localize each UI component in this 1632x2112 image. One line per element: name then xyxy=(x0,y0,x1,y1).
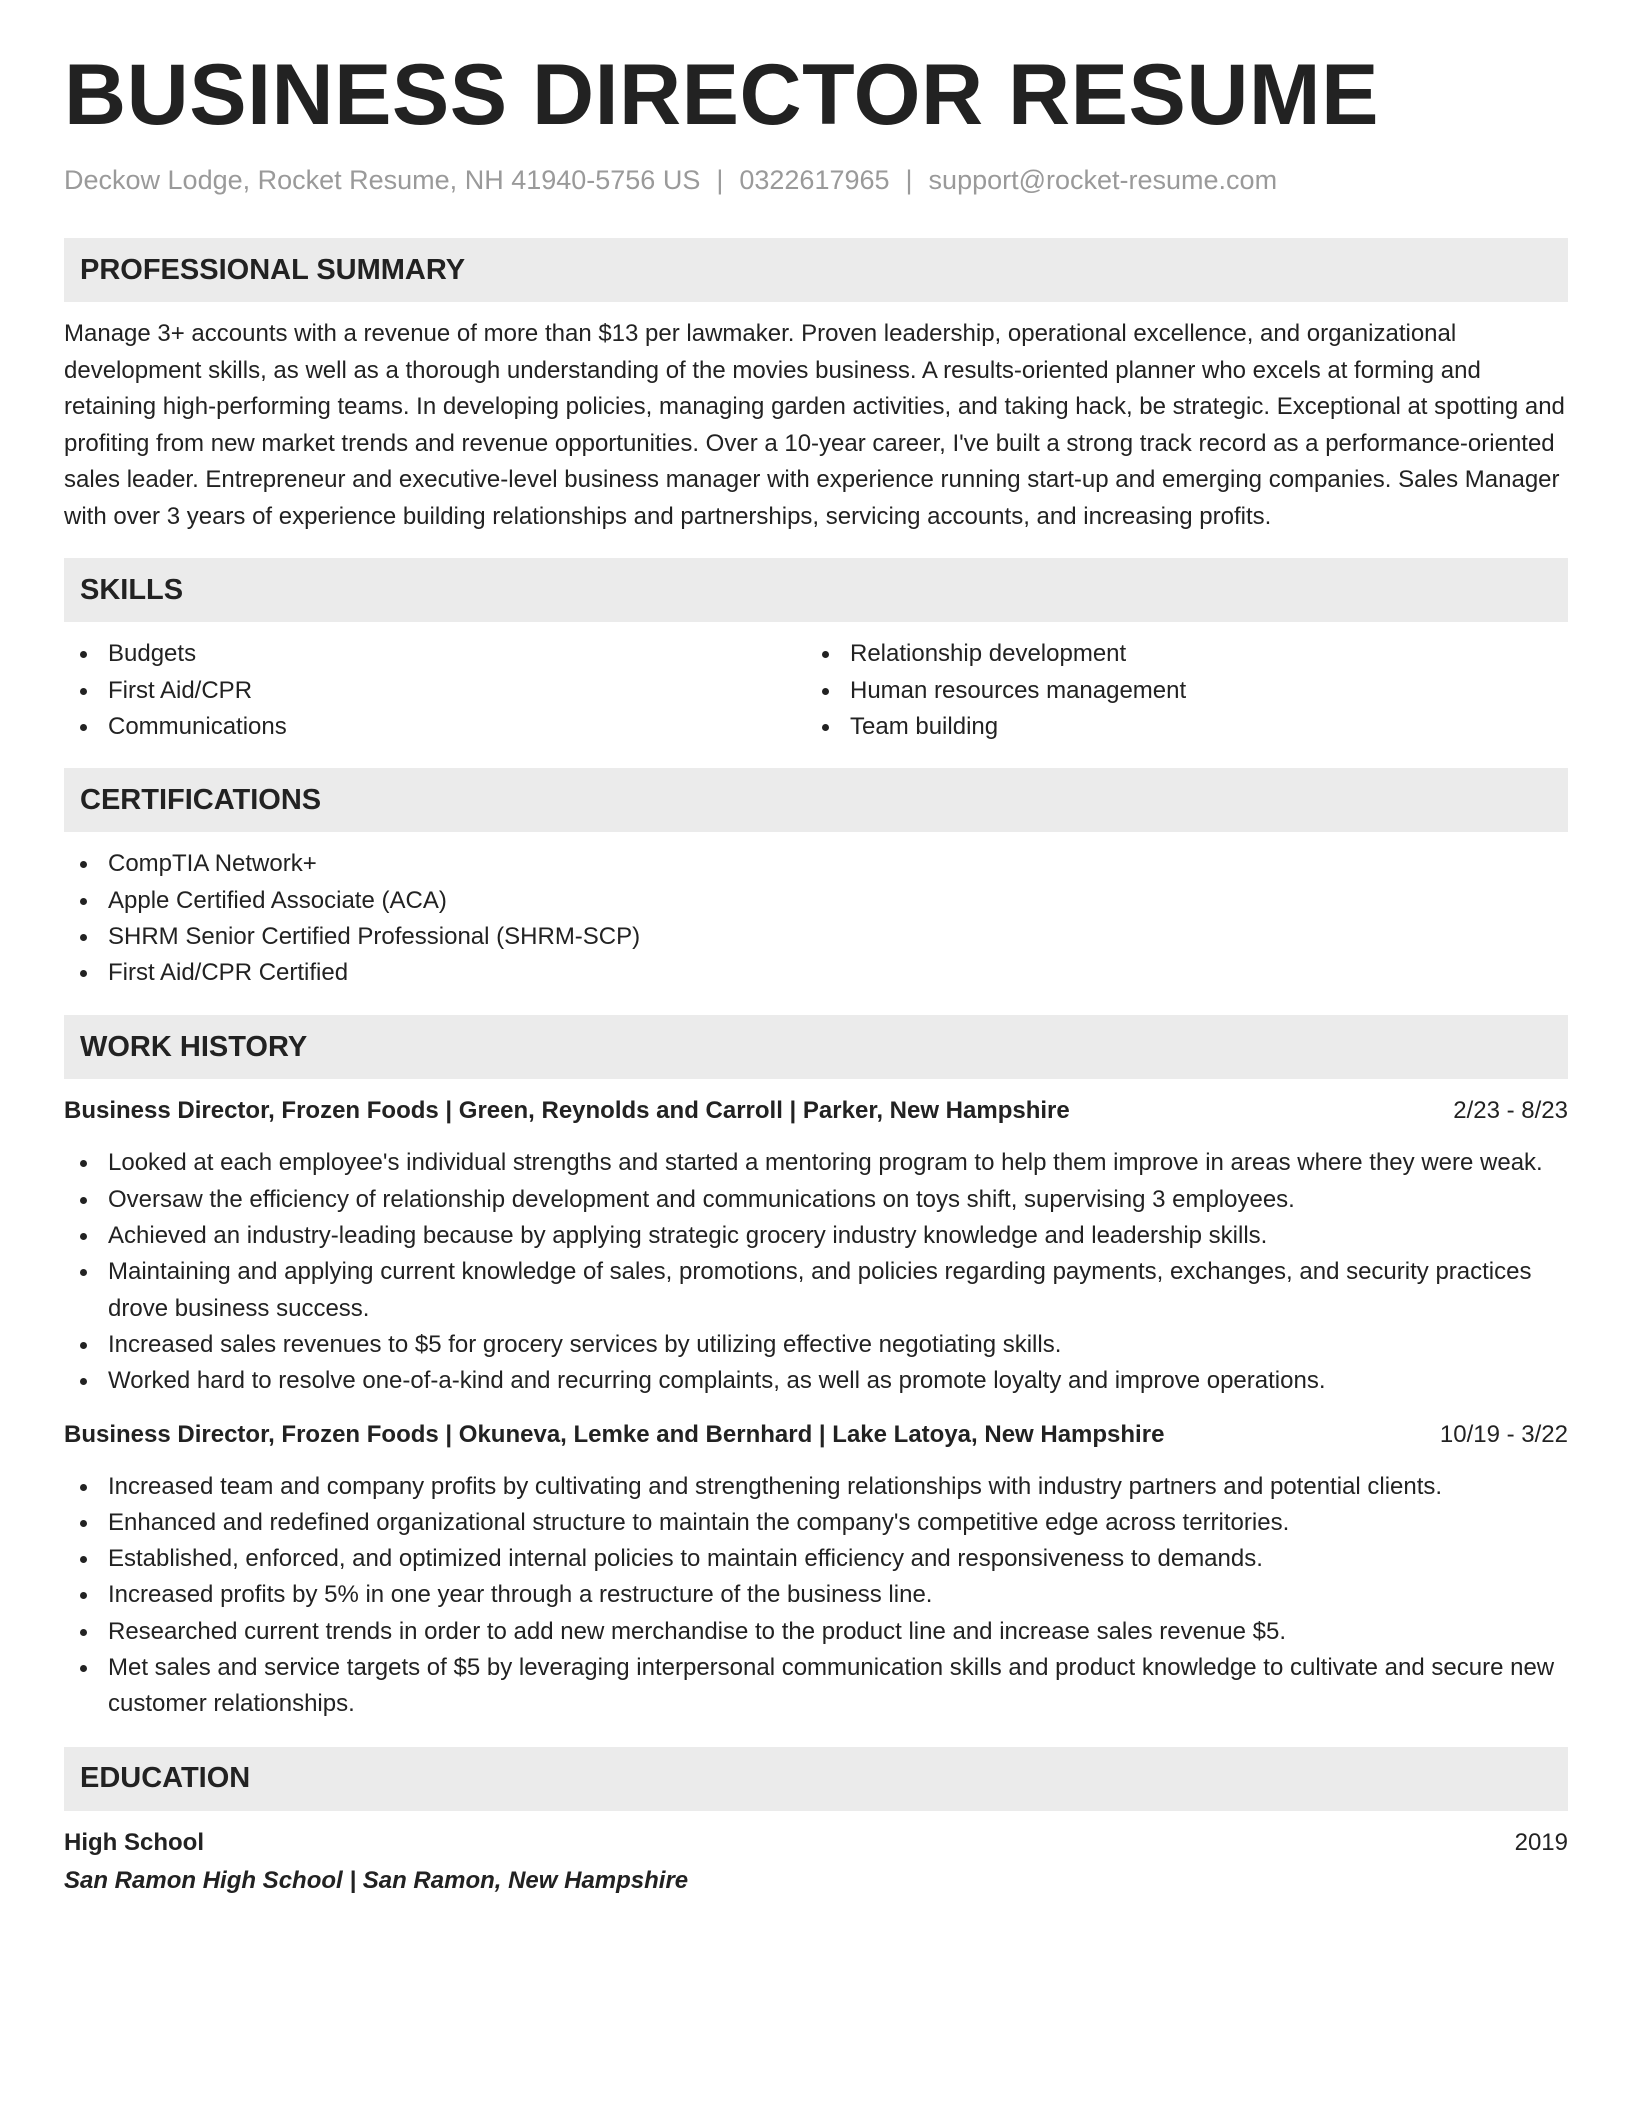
resume-page xyxy=(64,47,1568,1899)
contact-separator: | xyxy=(905,165,913,195)
certification-item: First Aid/CPR Certified xyxy=(64,955,1568,991)
contact-phone: 0322617965 xyxy=(739,165,890,195)
job-dates: 10/19 - 3/22 xyxy=(1439,1420,1568,1448)
resume-title: BUSINESS DIRECTOR RESUME xyxy=(64,47,1379,143)
job-bullet: Increased team and company profits by cultivating and strengthening relationships with industry partners and potential clients. xyxy=(64,1469,1568,1505)
job-bullet: Worked hard to resolve one-of-a-kind and recurring complaints, as well as promote loyalty and improve operations. xyxy=(64,1363,1568,1399)
summary-text: Manage 3+ accounts with a revenue of more than $13 per lawmaker. Proven leadership, operational excellence, and organizational development skills, as well as a thorough understanding of the movies business. A results-oriented planner who excels at forming and retaining high-performing teams. In developing policies, managing garden activities, and taking hack, be strategic. Exceptional at spotting and profiting from new market trends and revenue opportunities. Over a 10-year career, I've built a strong track record as a performance-oriented sales leader. Entrepreneur and executive-level business manager with experience running start-up and emerging companies. Sales Manager with over 3 years of experience building relationships and partnerships, servicing accounts, and increasing profits. xyxy=(64,320,1565,530)
contact-separator: | xyxy=(716,165,724,195)
section-header-education: EDUCATION xyxy=(64,1747,1568,1811)
education-year: 2019 xyxy=(1514,1828,1568,1856)
certification-item: CompTIA Network+ xyxy=(64,846,1568,882)
job-bullet: Looked at each employee's individual strengths and started a mentoring program to help them improve in areas where they were weak. xyxy=(64,1145,1568,1181)
job-bullets xyxy=(64,1469,1568,1723)
skill-item: Budgets xyxy=(64,636,806,672)
education-degree: High School xyxy=(64,1828,204,1856)
job-title: Business Director, Frozen Foods | Okuneva, Lemke and Bernhard | Lake Latoya, New Hampshire xyxy=(64,1420,1165,1448)
job-bullet: Achieved an industry-leading because by applying strategic grocery industry knowledge and leadership skills. xyxy=(64,1218,1568,1254)
job-bullet: Enhanced and redefined organizational structure to maintain the company's competitive edge across territories. xyxy=(64,1505,1568,1541)
skills-column-right xyxy=(806,636,1548,745)
job-bullet: Met sales and service targets of $5 by leveraging interpersonal communication skills and product knowledge to cultivate and secure new customer relationships. xyxy=(64,1650,1568,1723)
job-bullet: Oversaw the efficiency of relationship development and communications on toys shift, supervising 3 employees. xyxy=(64,1182,1568,1218)
contact-email: support@rocket-resume.com xyxy=(928,165,1278,195)
contact-line xyxy=(64,164,1568,196)
job-dates: 2/23 - 8/23 xyxy=(1453,1097,1568,1125)
skills-column-left xyxy=(64,636,806,745)
contact-address: Deckow Lodge, Rocket Resume, NH 41940-5756 US xyxy=(64,165,701,195)
certification-item: Apple Certified Associate (ACA) xyxy=(64,883,1568,919)
job-bullet: Increased sales revenues to $5 for grocery services by utilizing effective negotiating skills. xyxy=(64,1327,1568,1363)
education-school: San Ramon High School | San Ramon, New Hampshire xyxy=(64,1866,689,1894)
job-bullet: Researched current trends in order to add new merchandise to the product line and increase sales revenue $5. xyxy=(64,1614,1568,1650)
job-bullets xyxy=(64,1145,1568,1399)
skill-item: Communications xyxy=(64,709,806,745)
skill-item: Relationship development xyxy=(806,636,1548,672)
skill-item: Human resources management xyxy=(806,673,1548,709)
section-header-certifications: CERTIFICATIONS xyxy=(64,768,1568,832)
section-header-skills: SKILLS xyxy=(64,558,1568,622)
section-header-summary: PROFESSIONAL SUMMARY xyxy=(64,238,1568,302)
job-bullet: Maintaining and applying current knowledge of sales, promotions, and policies regarding payments, exchanges, and security practices drove business success. xyxy=(64,1254,1568,1327)
section-header-work-history: WORK HISTORY xyxy=(64,1015,1568,1079)
education-header xyxy=(64,1825,1568,1861)
skill-item: First Aid/CPR xyxy=(64,673,806,709)
skill-item: Team building xyxy=(806,709,1548,745)
certifications-list xyxy=(64,846,1568,991)
job-entry xyxy=(64,1093,1568,1399)
job-header xyxy=(64,1417,1568,1453)
job-header xyxy=(64,1093,1568,1129)
skills-grid xyxy=(64,636,1568,745)
job-title: Business Director, Frozen Foods | Green, Reynolds and Carroll | Parker, New Hampshire xyxy=(64,1097,1070,1125)
certification-item: SHRM Senior Certified Professional (SHRM-SCP) xyxy=(64,919,1568,955)
job-bullet: Increased profits by 5% in one year through a restructure of the business line. xyxy=(64,1577,1568,1613)
job-bullet: Established, enforced, and optimized internal policies to maintain efficiency and responsiveness to demands. xyxy=(64,1541,1568,1577)
job-entry xyxy=(64,1417,1568,1723)
